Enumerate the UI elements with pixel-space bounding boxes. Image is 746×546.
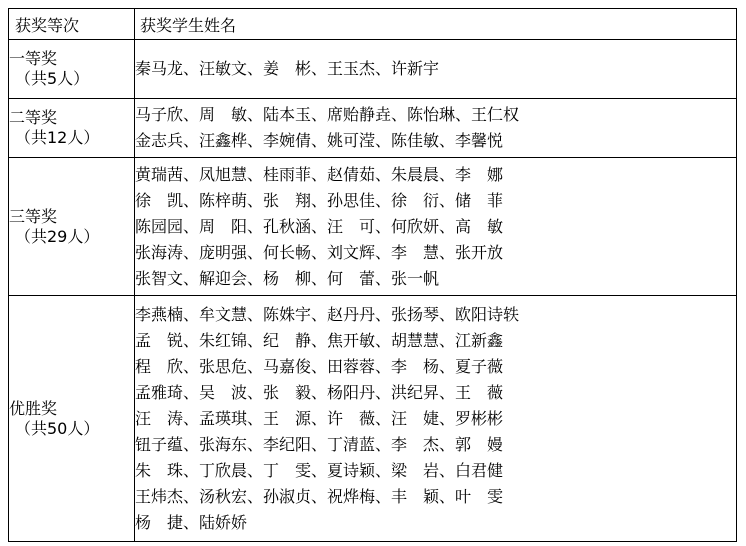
table-row-second-prize — [9, 99, 737, 158]
student-names-line: 秦马龙、汪敏文、姜 彬、王玉杰、许新宇 — [135, 59, 440, 78]
student-names-cell — [135, 296, 737, 542]
award-table — [8, 8, 737, 542]
header-award-level: 获奖等次 — [9, 9, 135, 40]
award-level-name: 二等奖 — [9, 108, 58, 127]
student-names-cell — [135, 99, 737, 158]
header-student-names: 获奖学生姓名 — [135, 9, 737, 40]
student-names-line: 马子欣、周 敏、陆本玉、席贻静垚、陈怡琳、王仁权 — [135, 105, 520, 124]
student-names-line: 李燕楠、牟文慧、陈姝宇、赵丹丹、张扬琴、欧阳诗轶 — [135, 304, 520, 324]
award-level-count: （共50人） — [15, 418, 100, 438]
table-row-third-prize — [9, 158, 737, 296]
student-names-line: 陈园园、周 阳、孔秋涵、汪 可、何欣妍、高 敏 — [135, 216, 504, 236]
student-names-line: 张海涛、庞明强、何长畅、刘文辉、李 慧、张开放 — [135, 242, 504, 262]
award-level-cell — [9, 296, 135, 542]
student-names-line: 杨 捷、陆娇娇 — [135, 512, 248, 532]
student-names-line: 王炜杰、汤秋宏、孙淑贞、祝烨梅、丰 颖、叶 雯 — [135, 486, 504, 506]
award-level-count: （共5人） — [15, 69, 90, 88]
student-names-line: 金志兵、汪鑫桦、李婉倩、姚可滢、陈佳敏、李馨悦 — [135, 131, 504, 150]
award-level-name: 一等奖 — [9, 49, 58, 68]
award-level-name: 三等奖 — [9, 206, 58, 226]
award-level-count: （共29人） — [15, 226, 100, 246]
student-names-line: 钮子蕴、张海东、李纪阳、丁清蓝、李 杰、郭 嫚 — [135, 434, 504, 454]
award-level-count: （共12人） — [15, 128, 100, 147]
student-names-cell — [135, 40, 737, 99]
table-row-first-prize — [9, 40, 737, 99]
student-names-line: 孟 锐、朱红锦、纪 静、焦开敏、胡慧慧、江新鑫 — [135, 330, 504, 350]
award-level-name: 优胜奖 — [9, 398, 58, 418]
table-row-merit-prize — [9, 296, 737, 542]
student-names-line: 徐 凯、陈梓萌、张 翔、孙思佳、徐 衍、储 菲 — [135, 190, 504, 210]
student-names-cell — [135, 158, 737, 296]
student-names-line: 汪 涛、孟瑛琪、王 源、许 薇、汪 婕、罗彬彬 — [135, 408, 504, 428]
student-names-line: 黄瑞茜、凤旭慧、桂雨菲、赵倩茹、朱晨晨、李 娜 — [135, 164, 504, 184]
student-names-line: 朱 珠、丁欣晨、丁 雯、夏诗颖、梁 岩、白君健 — [135, 460, 504, 480]
table-header-row — [9, 9, 737, 40]
award-level-cell — [9, 40, 135, 99]
student-names-line: 孟雅琦、吴 波、张 毅、杨阳丹、洪纪昇、王 薇 — [135, 382, 504, 402]
student-names-line: 张智文、解迎会、杨 柳、何 蕾、张一帆 — [135, 268, 440, 288]
award-level-cell — [9, 158, 135, 296]
student-names-line: 程 欣、张思危、马嘉俊、田蓉蓉、李 杨、夏子薇 — [135, 356, 504, 376]
award-level-cell — [9, 99, 135, 158]
